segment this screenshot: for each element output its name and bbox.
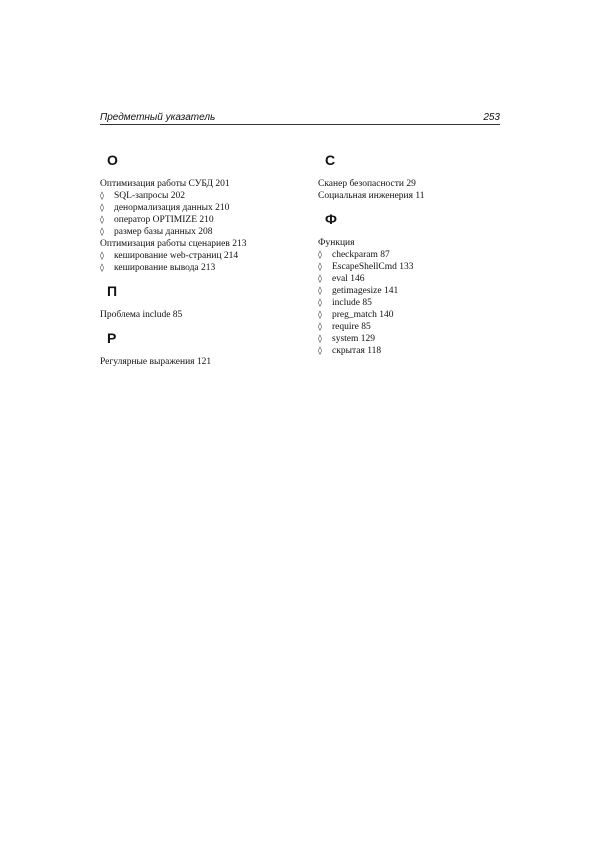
diamond-bullet-icon: ◊ <box>318 298 322 307</box>
index-subentry <box>100 214 290 226</box>
diamond-bullet-icon: ◊ <box>318 274 322 283</box>
index-section <box>100 283 290 321</box>
diamond-bullet-icon: ◊ <box>318 310 322 319</box>
index-entry: Функция <box>318 238 355 248</box>
subentry-text: eval 146 <box>332 274 365 284</box>
diamond-bullet-icon: ◊ <box>318 322 322 331</box>
diamond-bullet-icon: ◊ <box>100 191 104 200</box>
subentry-text: getimagesize 141 <box>332 286 399 296</box>
index-column-left <box>100 150 290 377</box>
diamond-bullet-icon: ◊ <box>318 262 322 271</box>
index-subentry <box>318 297 508 309</box>
subentry-text: размер базы данных 208 <box>114 227 213 237</box>
subentry-text: EscapeShellCmd 133 <box>332 262 414 272</box>
index-entry: Социальная инженерия 11 <box>318 191 425 201</box>
index-subentry <box>318 261 508 273</box>
diamond-bullet-icon: ◊ <box>318 250 322 259</box>
diamond-bullet-icon: ◊ <box>100 203 104 212</box>
index-subentry <box>100 226 290 238</box>
diamond-bullet-icon: ◊ <box>100 215 104 224</box>
subentry-text: денормализация данных 210 <box>114 203 230 213</box>
section-letter: Р <box>107 330 117 346</box>
index-entry: Оптимизация работы сценариев 213 <box>100 239 247 249</box>
index-subentry <box>100 202 290 214</box>
subentry-text: checkparam 87 <box>332 250 390 260</box>
index-section <box>100 330 290 368</box>
diamond-bullet-icon: ◊ <box>318 334 322 343</box>
index-subentry <box>318 285 508 297</box>
index-subentry <box>318 345 508 357</box>
index-subentry <box>318 249 508 261</box>
index-subentry <box>318 321 508 333</box>
diamond-bullet-icon: ◊ <box>100 251 104 260</box>
section-letter: Ф <box>325 211 337 227</box>
index-entry: Проблема include 85 <box>100 310 183 320</box>
index-section <box>100 152 290 274</box>
header-title: Предметный указатель <box>100 112 216 123</box>
subentry-text: оператор OPTIMIZE 210 <box>114 215 214 225</box>
index-section <box>318 152 508 202</box>
diamond-bullet-icon: ◊ <box>100 227 104 236</box>
subentry-text: system 129 <box>332 334 376 344</box>
index-subentry <box>100 262 290 274</box>
diamond-bullet-icon: ◊ <box>318 346 322 355</box>
index-subentry <box>100 250 290 262</box>
diamond-bullet-icon: ◊ <box>100 263 104 272</box>
subentry-text: include 85 <box>332 298 372 308</box>
index-subentry <box>318 273 508 285</box>
index-entry: Сканер безопасности 29 <box>318 179 416 189</box>
index-column-right <box>318 150 508 366</box>
subentry-text: SQL-запросы 202 <box>114 191 185 201</box>
section-letter: С <box>325 152 336 168</box>
page-number: 253 <box>483 112 500 123</box>
index-subentry <box>318 309 508 321</box>
index-entry: Регулярные выражения 121 <box>100 357 212 367</box>
subentry-text: require 85 <box>332 322 371 332</box>
diamond-bullet-icon: ◊ <box>318 286 322 295</box>
running-header <box>100 112 500 125</box>
index-entry: Оптимизация работы СУБД 201 <box>100 179 230 189</box>
index-subentry <box>100 190 290 202</box>
subentry-text: кеширование вывода 213 <box>114 263 216 273</box>
index-section <box>318 211 508 357</box>
subentry-text: скрытая 118 <box>332 346 382 356</box>
section-letter: О <box>107 152 118 168</box>
index-subentry <box>318 333 508 345</box>
section-letter: П <box>107 283 118 299</box>
subentry-text: preg_match 140 <box>332 310 394 320</box>
subentry-text: кеширование web-страниц 214 <box>114 251 239 261</box>
